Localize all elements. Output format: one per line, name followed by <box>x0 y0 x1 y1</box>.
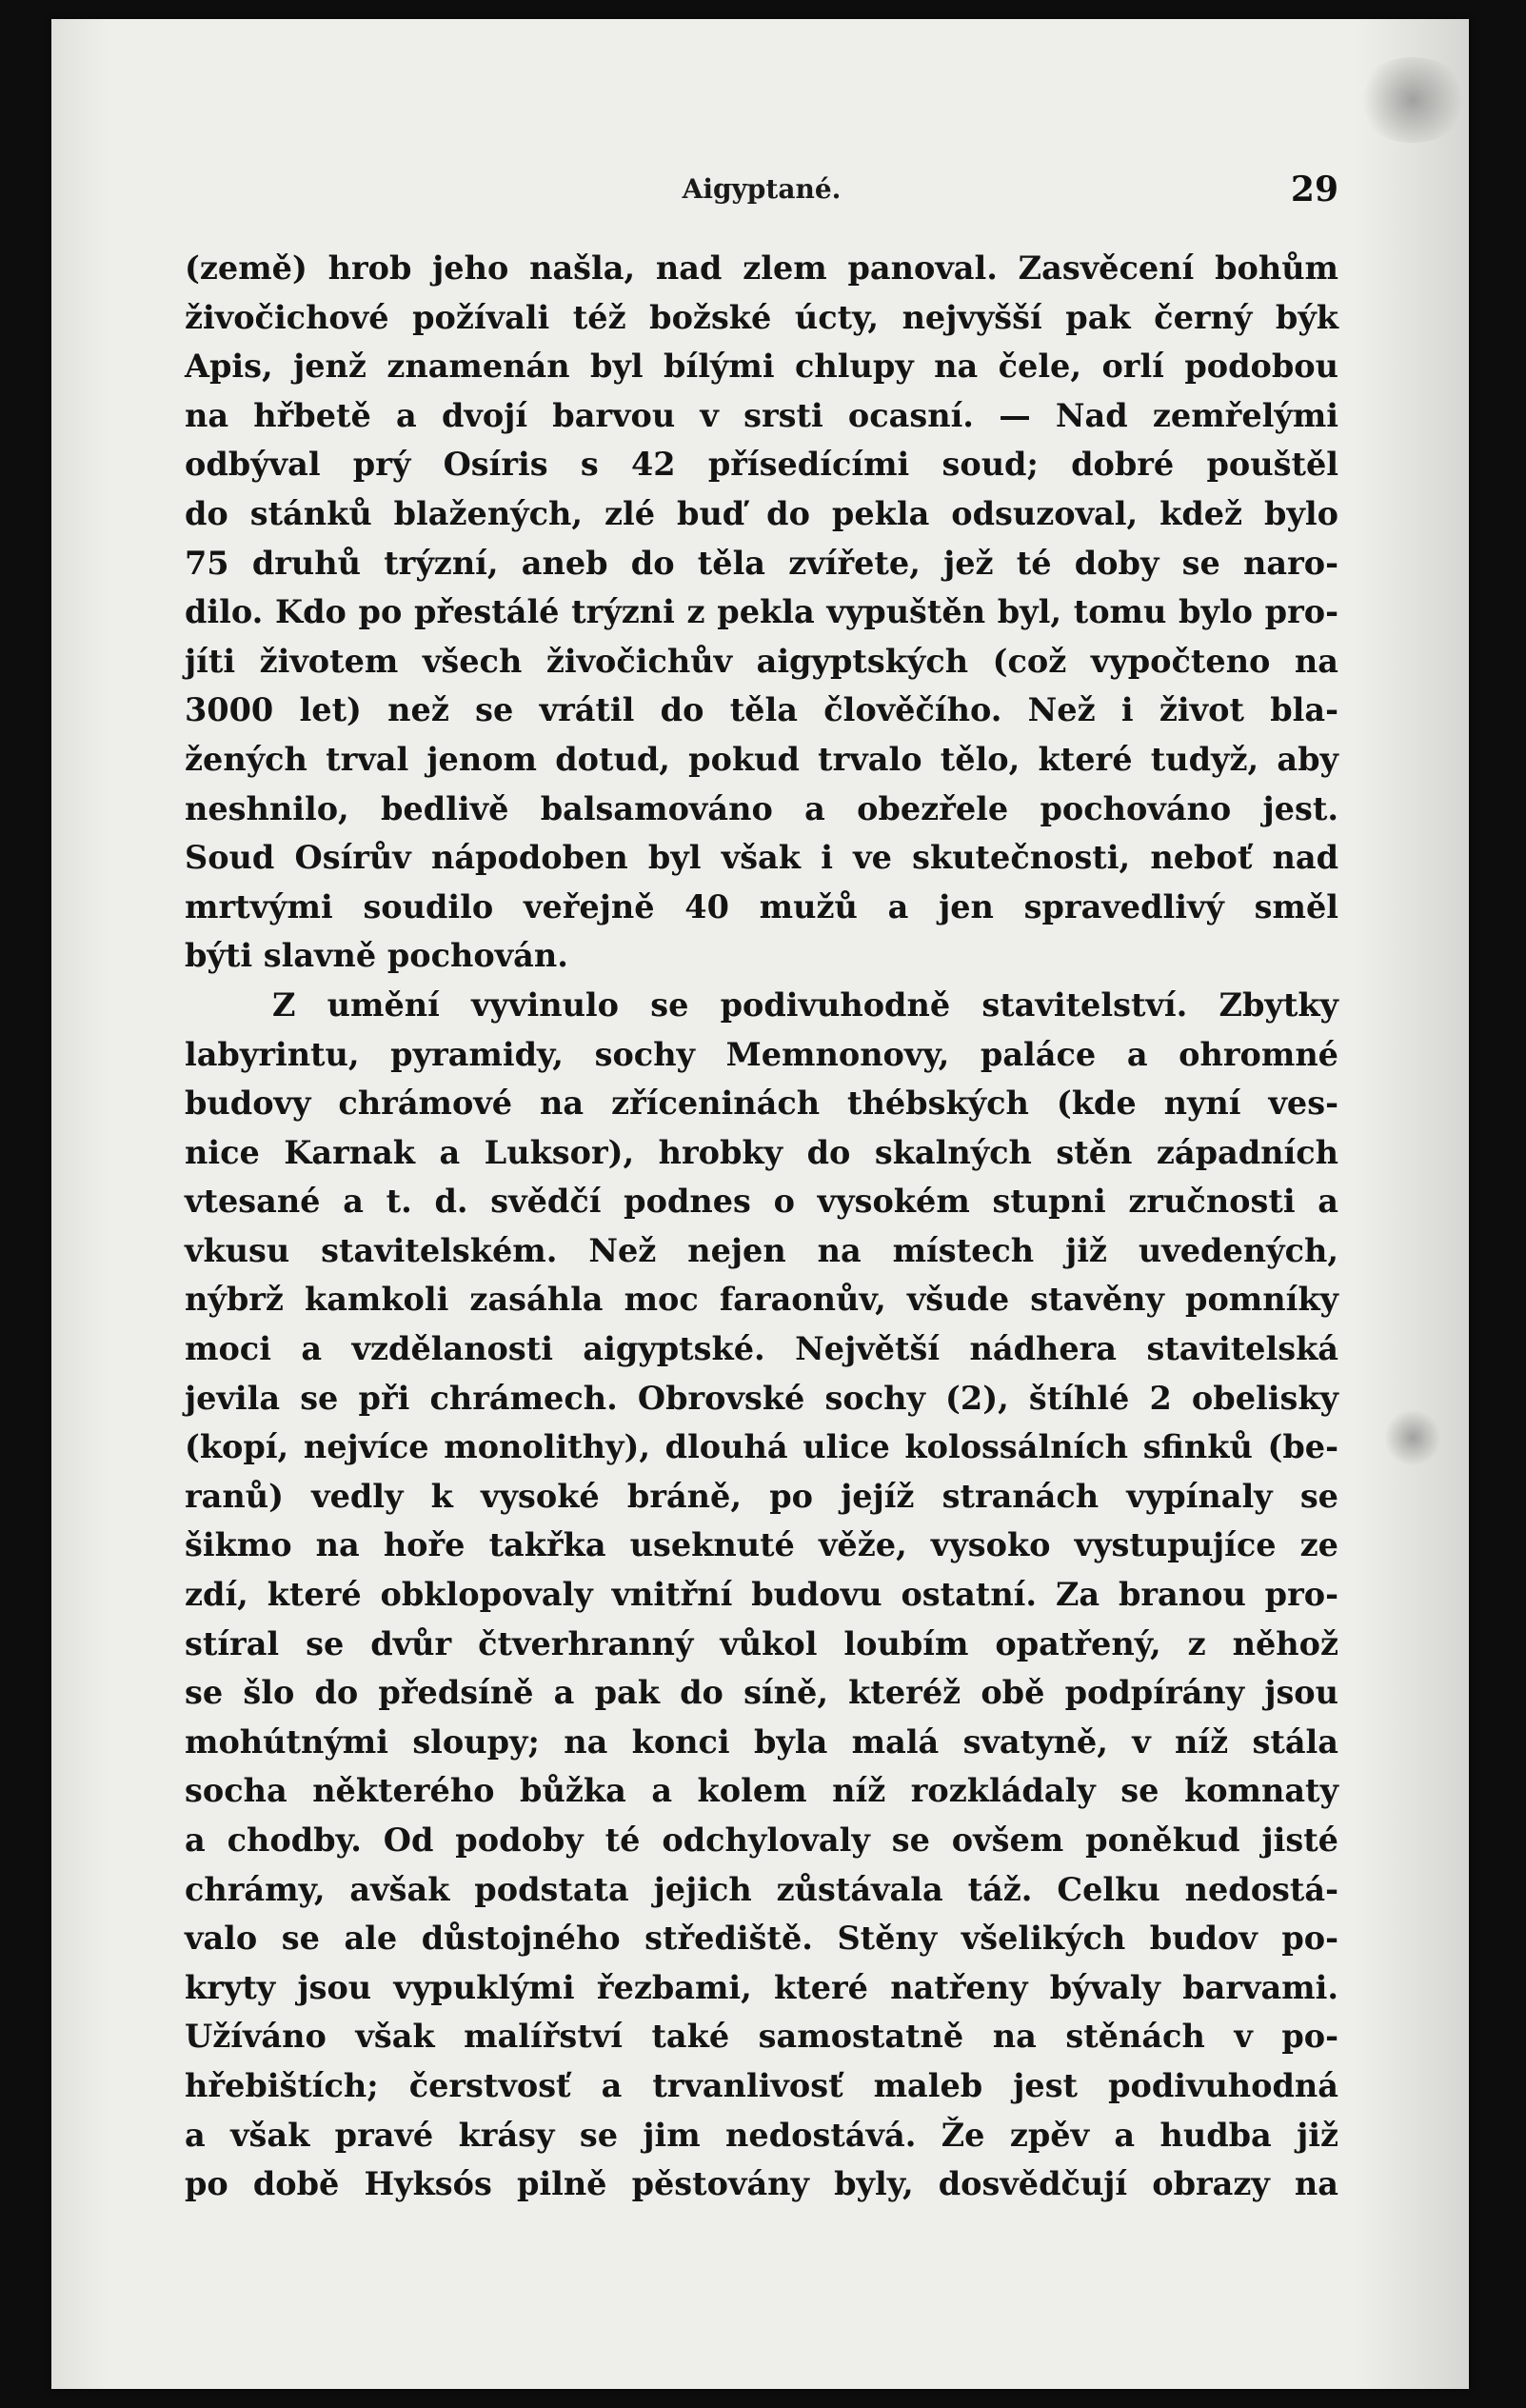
text-line: (kopí, nejvíce monolithy), dlouhá ulice kolossálních sfinků (be- <box>185 1428 1338 1466</box>
text-line: zdí, které obklopovaly vnitřní budovu ostatní. Za branou pro- <box>185 1576 1338 1614</box>
text-line: budovy chrámové na zříceninách thébských (kde nyní ves- <box>185 1085 1338 1123</box>
text-line: dilo. Kdo po přestálé trýzni z pekla vypuštěn byl, tomu bylo pro- <box>185 593 1338 631</box>
text-line: po době Hyksós pilně pěstovány byly, dosvědčují obrazy na <box>185 2165 1338 2203</box>
text-line: šikmo na hoře takřka useknuté věže, vysoko vystupujíce ze <box>185 1526 1338 1564</box>
text-line: žených trval jenom dotud, pokud trvalo tělo, které tudyž, aby <box>185 740 1338 778</box>
text-line: ranů) vedly k vysoké bráně, po jejíž stranách vypínaly se <box>185 1477 1338 1515</box>
text-line: na hřbetě a dvojí barvou v srsti ocasní. — Nad zemřelými <box>185 396 1338 434</box>
text-line: stíral se dvůr čtverhranný vůkol loubím opatřený, z něhož <box>185 1624 1338 1662</box>
text-line: vkusu stavitelském. Než nejen na místech již uvedených, <box>185 1231 1338 1269</box>
text-line: neshnilo, bedlivě balsamováno a obezřele pochováno jest. <box>185 789 1338 827</box>
text-line: se šlo do předsíně a pak do síně, kteréž obě podpírány jsou <box>185 1674 1338 1712</box>
text-line: mrtvými soudilo veřejně 40 mužů a jen spravedlivý směl <box>185 887 1338 925</box>
text-line: nice Karnak a Luksor), hrobky do skalných stěn západních <box>185 1133 1338 1171</box>
text-line: mohútnými sloupy; na konci byla malá svatyně, v níž stála <box>185 1722 1338 1761</box>
page-number: 29 <box>1290 169 1338 209</box>
text-line: Z umění vyvinulo se podivuhodně stavitelství. Zbytky <box>272 985 1338 1024</box>
text-line: chrámy, avšak podstata jejich zůstávala táž. Celku nedostá- <box>185 1870 1338 1908</box>
text-line: a však pravé krásy se jim nedostává. Že zpěv a hudba již <box>185 2116 1338 2154</box>
text-line: a chodby. Od podoby té odchylovaly se ovšem poněkud jisté <box>185 1821 1338 1859</box>
text-line: moci a vzdělanosti aigyptské. Největší nádhera stavitelská <box>185 1330 1338 1368</box>
text-line: hřebištích; čerstvosť a trvanlivosť maleb jest podivuhodná <box>185 2066 1338 2104</box>
text-line: odbýval prý Osíris s 42 přísedícími soud; dobré pouštěl <box>185 446 1338 484</box>
text-line: do stánků blažených, zlé buď do pekla odsuzoval, kdež bylo <box>185 494 1338 532</box>
text-line: nýbrž kamkoli zasáhla moc faraonův, všude stavěny pomníky <box>185 1281 1338 1319</box>
text-line: vtesané a t. d. svědčí podnes o vysokém stupni zručnosti a <box>185 1183 1338 1221</box>
body-text <box>185 244 1338 2209</box>
text-line: valo se ale důstojného střediště. Stěny všelikých budov po- <box>185 1920 1338 1958</box>
text-line: živočichové požívali též božské úcty, nejvyšší pak černý býk <box>185 298 1338 336</box>
running-head: Aigyptané. <box>682 173 842 205</box>
text-line: Soud Osírův nápodoben byl však i ve skutečnosti, neboť nad <box>185 839 1338 877</box>
text-line: socha některého bůžka a kolem níž rozkládaly se komnaty <box>185 1772 1338 1810</box>
ink-smudge <box>1384 1409 1441 1466</box>
text-line: jíti životem všech živočichův aigyptských (což vypočteno na <box>185 642 1338 680</box>
text-line: 75 druhů trýzní, aneb do těla zvířete, jež té doby se naro- <box>185 544 1338 582</box>
ink-smudge <box>1356 57 1470 143</box>
page-header <box>185 169 1338 217</box>
book-page <box>51 19 1469 2389</box>
text-line: Apis, jenž znamenán byl bílými chlupy na čele, orlí podobou <box>185 348 1338 386</box>
text-line: kryty jsou vypuklými řezbami, které natřeny bývaly barvami. <box>185 1968 1338 2006</box>
text-line: labyrintu, pyramidy, sochy Memnonovy, paláce a ohromné <box>185 1035 1338 1073</box>
text-line: (země) hrob jeho našla, nad zlem panoval. Zasvěcení bohům <box>185 249 1338 287</box>
text-line: Užíváno však malířství také samostatně na stěnách v po- <box>185 2018 1338 2056</box>
text-line: 3000 let) než se vrátil do těla člověčího. Než i život bla- <box>185 691 1338 729</box>
text-line: býti slavně pochován. <box>185 937 568 975</box>
text-line: jevila se při chrámech. Obrovské sochy (2), štíhlé 2 obelisky <box>185 1379 1338 1417</box>
